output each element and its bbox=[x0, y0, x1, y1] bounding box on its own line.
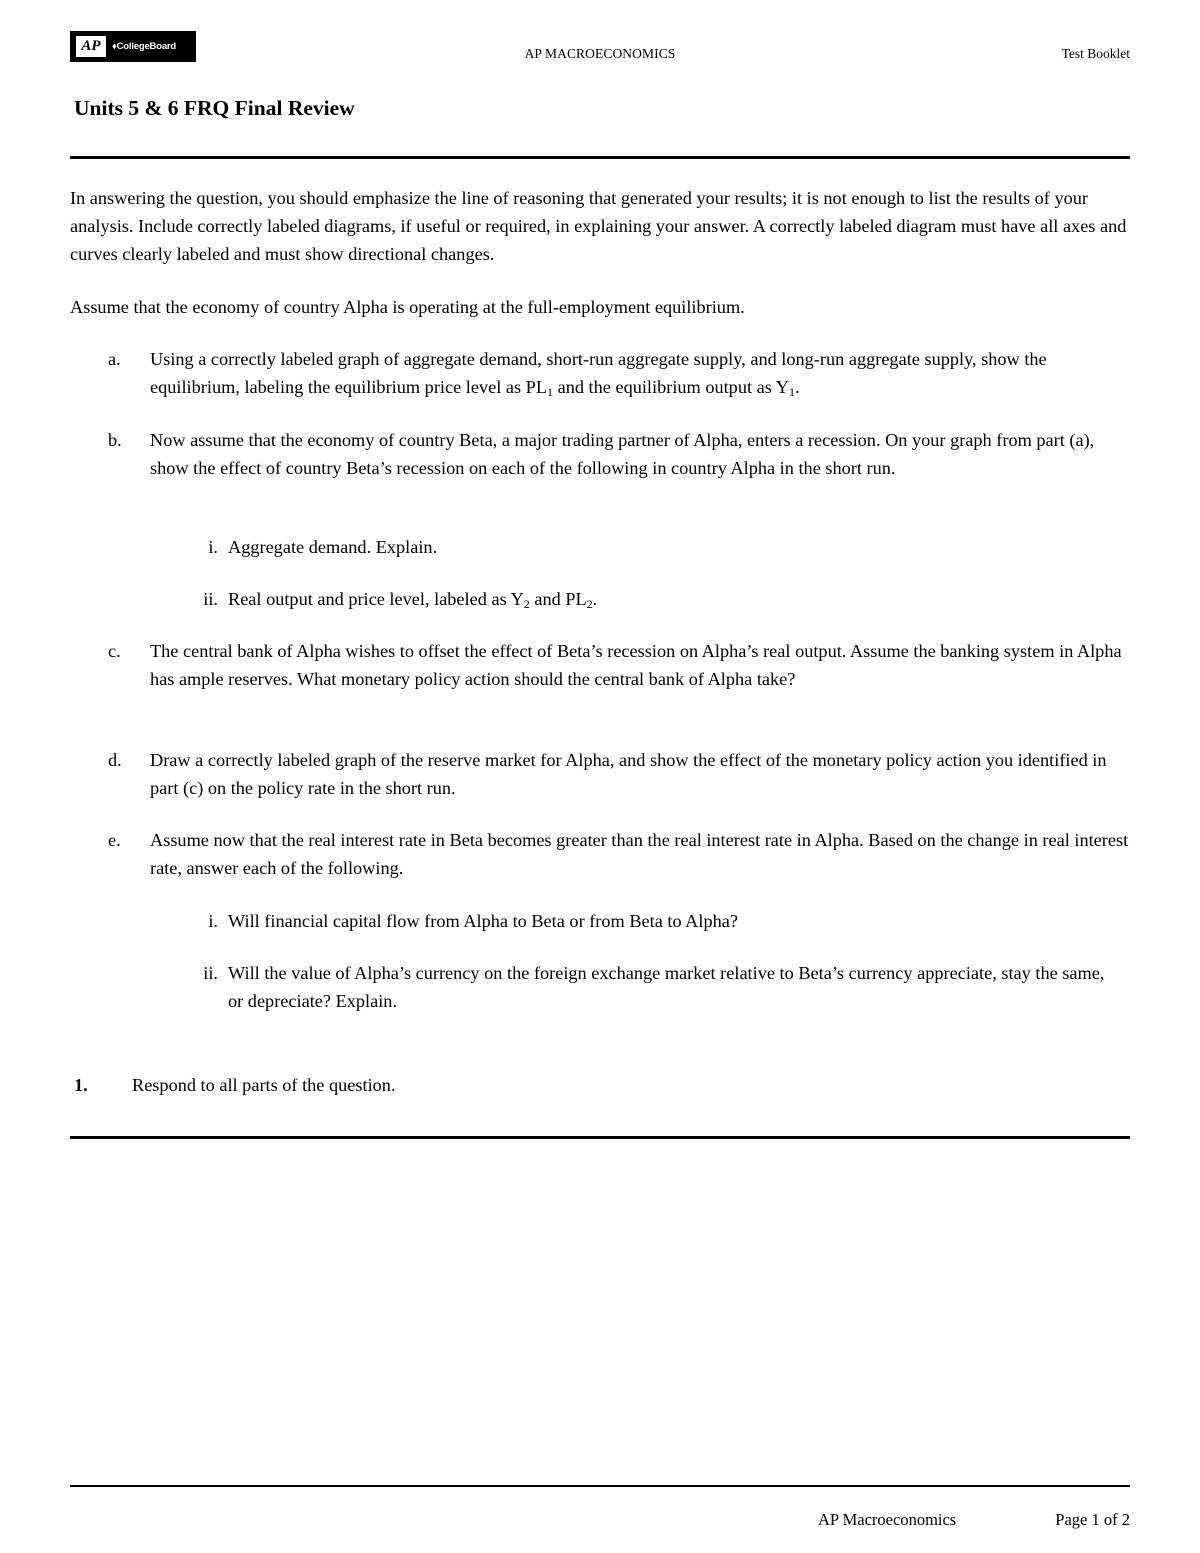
part-c-text: The central bank of Alpha wishes to offset the effect of Beta’s recession on Alpha’s real output. Assume the banking system in Alpha has ample reserves. What monetary policy action should the central bank of Alpha take? bbox=[150, 641, 1122, 689]
question-divider bbox=[70, 1136, 1130, 1139]
part-b-i bbox=[180, 533, 1120, 561]
part-d-label: d. bbox=[108, 750, 122, 770]
ap-logo-mark: AP bbox=[76, 36, 106, 57]
part-e-i-text: Will financial capital flow from Alpha to Beta or from Beta to Alpha? bbox=[228, 911, 738, 931]
header-subject: AP MACROECONOMICS bbox=[524, 46, 676, 61]
part-e-i-label: i. bbox=[208, 911, 218, 931]
assumption-paragraph: Assume that the economy of country Alpha is operating at the full-employment equilibrium. bbox=[70, 297, 745, 317]
part-d bbox=[108, 746, 1132, 802]
part-b-label: b. bbox=[108, 430, 122, 450]
part-b-i-label: i. bbox=[208, 537, 218, 557]
part-c bbox=[108, 637, 1132, 693]
part-e-i bbox=[180, 907, 1120, 935]
footer-divider bbox=[70, 1485, 1130, 1487]
part-b bbox=[108, 426, 1132, 482]
question-text: Respond to all parts of the question. bbox=[132, 1075, 396, 1095]
part-e-text: Assume now that the real interest rate in Beta becomes greater than the real interest rate in Alpha. Based on the change in real interest rate, answer each of the following. bbox=[150, 830, 1129, 878]
part-b-text: Now assume that the economy of country Beta, a major trading partner of Alpha, enters a recession. On your graph from part (a), show the effect of country Beta’s recession on each of the following in country Alpha in the short run. bbox=[150, 430, 1095, 478]
part-e-ii-label: ii. bbox=[203, 963, 218, 983]
collegeboard-wordmark: ♦CollegeBoard bbox=[112, 41, 177, 52]
part-b-ii-text: Real output and price level, labeled as $Y_2$ and $PL_2$. bbox=[228, 589, 598, 611]
instructions-paragraph: In answering the question, you should emphasize the line of reasoning that generated your results; it is not enough to list the results of your analysis. Include correctly labeled diagrams, if useful or required, in explaining your answer. A correctly labeled diagram must have all axes and curves clearly labeled and must show directional changes. bbox=[70, 188, 1127, 264]
part-b-ii-label: ii. bbox=[203, 589, 218, 609]
question-1 bbox=[74, 1071, 396, 1099]
part-c-label: c. bbox=[108, 641, 121, 661]
header-booklet-label: Test Booklet bbox=[1061, 46, 1130, 61]
title-divider bbox=[70, 156, 1130, 159]
part-b-ii bbox=[180, 585, 1120, 613]
page-title: Units 5 & 6 FRQ Final Review bbox=[74, 96, 355, 120]
part-d-text: Draw a correctly labeled graph of the reserve market for Alpha, and show the effect of the monetary policy action you identified in part (c) on the policy rate in the short run. bbox=[150, 750, 1107, 798]
part-e-label: e. bbox=[108, 830, 121, 850]
footer-subject: AP Macroeconomics bbox=[818, 1510, 957, 1529]
part-a bbox=[108, 345, 1132, 401]
part-e-ii-text: Will the value of Alpha’s currency on the foreign exchange market relative to Beta’s currency appreciate, stay the same, or depreciate? Explain. bbox=[228, 963, 1105, 1011]
part-a-text: Using a correctly labeled graph of aggregate demand, short-run aggregate supply, and long-run aggregate supply, show the equilibrium, labeling the equilibrium price level as $PL_1$ and the equilibrium output as $Y_1$. bbox=[150, 349, 1047, 399]
part-a-label: a. bbox=[108, 349, 121, 369]
part-b-i-text: Aggregate demand. Explain. bbox=[228, 537, 438, 557]
page-number: Page 1 of 2 bbox=[1055, 1510, 1130, 1529]
part-e-ii bbox=[180, 959, 1120, 1015]
question-number: 1. bbox=[74, 1075, 88, 1095]
part-e bbox=[108, 826, 1132, 882]
